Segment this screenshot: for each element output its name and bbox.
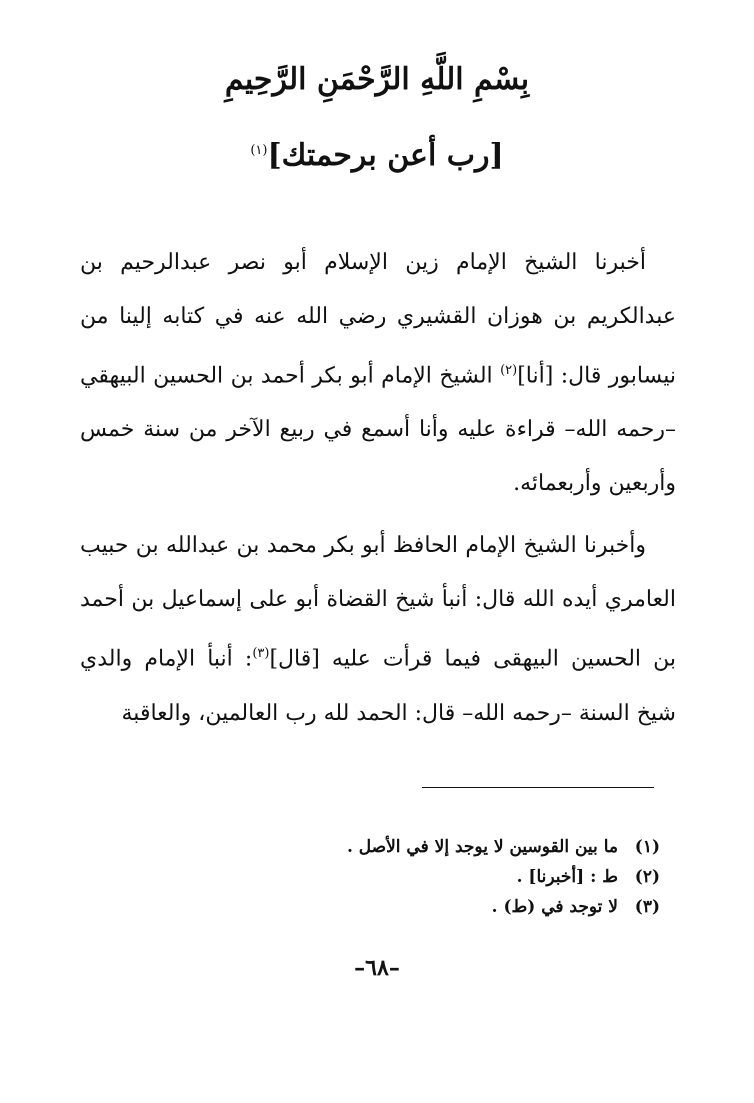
section-heading [0, 138, 754, 173]
footnotes [80, 832, 660, 922]
paragraph-2-text-a: وأخبرنا الشيخ الإمام الحافظ أبو بكر محمد بن عبدالله بن حبيب العامري أيده الله قال: أنبأ شيخ القضاة أبو على إسماعيل بن أحمد بن الحسين البيهقى فيما قرأت عليه [قال] [80, 533, 676, 672]
heading-text: [رب أعن برحمتك] [267, 138, 504, 173]
paragraph-2-footnote-marker: (٣) [252, 646, 270, 662]
heading-footnote-marker: (١) [250, 143, 268, 158]
footnote-item [80, 892, 660, 922]
basmala-calligraphy: بِسْمِ اللَّهِ الرَّحْمَنِ الرَّحِيمِ [224, 62, 530, 97]
paragraph-2-text-b: : أنبأ الإمام والدي شيخ السنة –رحمه الله– قال: الحمد لله رب العالمين، والعاقبة [80, 646, 676, 726]
paragraph-2 [80, 519, 676, 740]
footnote-item [80, 832, 660, 862]
main-text [80, 236, 676, 741]
footnote-number: (١) [634, 837, 660, 857]
footnote-item [80, 862, 660, 892]
footnote-text: ما بين القوسين لا يوجد إلا في الأصل . [346, 837, 618, 857]
footnote-text: ط : [أخبرنا] . [516, 867, 618, 887]
footnote-number: (٢) [634, 867, 660, 887]
paragraph-1-footnote-marker: (٢) [500, 363, 518, 378]
paragraph-1-text-b: الشيخ الإمام أبو بكر أحمد بن الحسين البيهقي –رحمه الله– قراءة عليه وأنا أسمع في ربيع الآخر من سنة خمس وأربعين وأربعمائه. [80, 363, 676, 497]
footnote-text: لا توجد في (ط) . [491, 897, 618, 917]
page-number: –٦٨– [354, 955, 400, 981]
footnote-number: (٣) [634, 897, 660, 917]
paragraph-1-text-a: أخبرنا الشيخ الإمام زين الإسلام أبو نصر عبدالرحيم بن عبدالكريم بن هوزان القشيري رضي الله عنه في كتابه إلينا من نيسابور قال: [أنا] [80, 250, 676, 389]
paragraph-1 [80, 236, 676, 511]
footnote-divider [422, 787, 654, 788]
